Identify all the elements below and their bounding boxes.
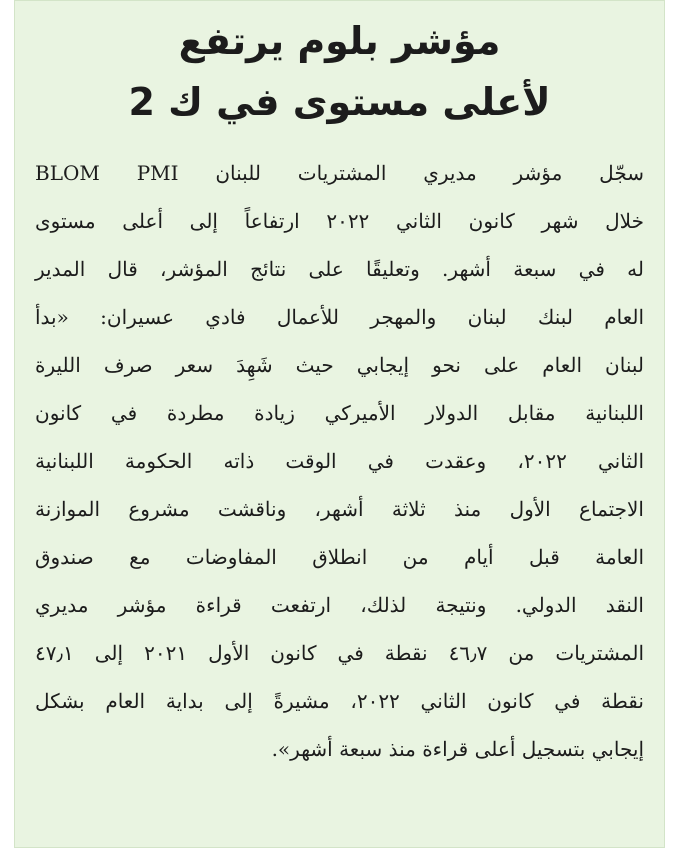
headline-line-1: مؤشر بلوم يرتفع (178, 19, 501, 63)
article-line: إيجابي بتسجيل أعلى قراءة منذ سبعة أشهر». (271, 737, 644, 761)
article-line: نقطة في كانون الثاني ٢٠٢٢، مشيرةً إلى بداية العام بشكل (35, 689, 644, 713)
article-line: النقد الدولي. ونتيجة لذلك، ارتفعت قراءة مؤشر مديري (35, 593, 644, 617)
article-line: خلال شهر كانون الثاني ٢٠٢٢ ارتفاعاً إلى أعلى مستوى (35, 209, 644, 233)
article-line: سجّل مؤشر مديري المشتريات للبنان BLOM PMI (35, 161, 644, 185)
article-line: العامة قبل أيام من انطلاق المفاوضات مع صندوق (35, 545, 644, 569)
article-line: اللبنانية مقابل الدولار الأميركي زيادة مطردة في كانون (35, 401, 644, 425)
article-line: الثاني ٢٠٢٢، وعقدت في الوقت ذاته الحكومة اللبنانية (35, 449, 645, 473)
article-panel (14, 0, 665, 848)
article-line: الاجتماع الأول منذ ثلاثة أشهر، وناقشت مشروع الموازنة (35, 497, 644, 521)
article-line: له في سبعة أشهر. وتعليقًا على نتائج المؤشر، قال المدير (35, 257, 645, 281)
article-line: المشتريات من ٤٦٫٧ نقطة في كانون الأول ٢٠٢١ إلى ٤٧٫١ (35, 641, 645, 665)
article-body (15, 133, 664, 773)
headline-line-2: لأعلى مستوى في ك 2 (128, 80, 551, 124)
headline (15, 1, 664, 133)
article-line: العام لبنك لبنان والمهجر للأعمال فادي عسيران: «بدأ (35, 305, 644, 329)
article-line: لبنان العام على نحو إيجابي حيث شَهِدَ سعر صرف الليرة (35, 353, 644, 377)
